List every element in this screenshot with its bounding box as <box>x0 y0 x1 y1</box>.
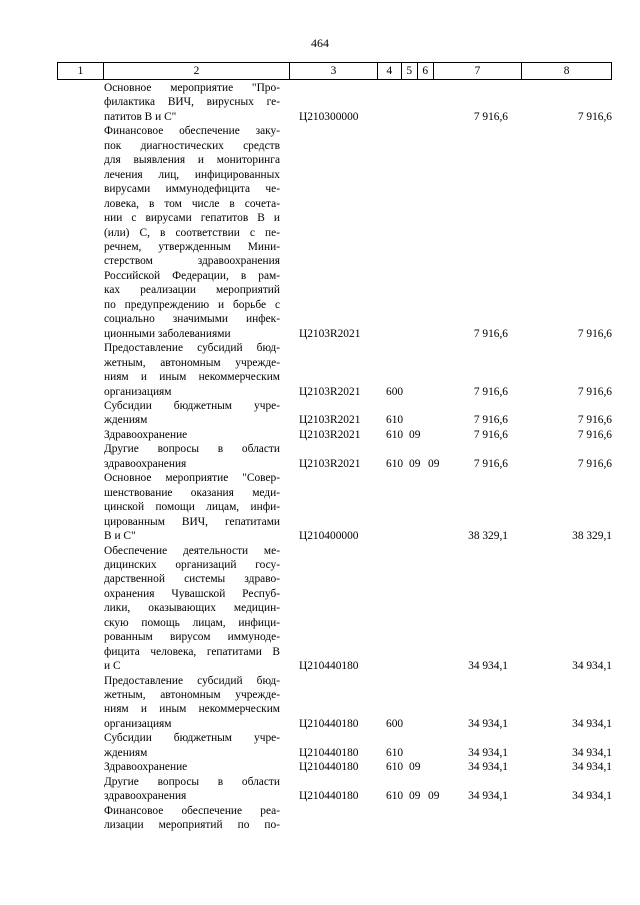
row-name <box>104 81 280 124</box>
row-code: Ц210300000 <box>299 110 359 123</box>
row-section: 09 <box>409 761 421 774</box>
header-col-5: 5 <box>402 63 418 79</box>
row-code: Ц210400000 <box>299 530 359 543</box>
row-name-line: жетным, автономным учрежде- <box>104 356 280 369</box>
row-name-line: Российской Федерации, в рам- <box>104 269 280 282</box>
table-row <box>0 760 640 774</box>
row-name <box>104 804 280 833</box>
row-code: Ц2103R2021 <box>299 457 361 470</box>
row-name-line: ниям и иным некоммерческим <box>104 371 280 384</box>
table-row <box>0 731 640 760</box>
row-name-line: для выявления и мониторинга <box>104 154 280 167</box>
table-row <box>0 442 640 471</box>
row-name-line: жетным, автономным учрежде- <box>104 689 280 702</box>
row-amount-2021: 7 916,6 <box>577 385 612 398</box>
row-subsection: 09 <box>428 457 440 470</box>
row-amount-2020: 34 934,1 <box>468 790 508 803</box>
row-expense-type: 610 <box>386 746 404 759</box>
row-code: Ц210440180 <box>299 746 359 759</box>
row-amount-2021: 34 934,1 <box>572 660 612 673</box>
row-code: Ц2103R2021 <box>299 428 361 441</box>
row-section: 09 <box>409 790 421 803</box>
row-expense-type: 610 <box>386 428 404 441</box>
row-code: Ц210440180 <box>299 660 359 673</box>
row-name-line: и С <box>104 660 121 673</box>
row-name-line: Здравоохранение <box>104 761 188 774</box>
table-body <box>0 81 640 833</box>
row-expense-type: 610 <box>386 761 404 774</box>
header-col-8: 8 <box>563 65 570 77</box>
row-name-line: ждениям <box>104 746 148 759</box>
row-amount-2020: 7 916,6 <box>473 457 508 470</box>
row-code: Ц2103R2021 <box>299 414 361 427</box>
row-name-line: Основное мероприятие "Совер- <box>104 472 280 485</box>
row-name-line: цированным ВИЧ, гепатитами <box>104 515 280 528</box>
row-name <box>104 428 280 442</box>
row-amount-2021: 7 916,6 <box>577 457 612 470</box>
table-row <box>0 804 640 833</box>
row-name-line: патитов В и С" <box>104 110 177 123</box>
row-code: Ц2103R2021 <box>299 385 361 398</box>
header-col-3: 3 <box>290 63 378 79</box>
row-amount-2020: 34 934,1 <box>468 761 508 774</box>
row-name-line: по предупреждению и борьбе с <box>104 298 280 311</box>
row-amount-2021: 7 916,6 <box>577 110 612 123</box>
table-row <box>0 775 640 804</box>
row-name-line: здравоохранения <box>104 457 187 470</box>
row-name <box>104 124 280 341</box>
row-expense-type: 610 <box>386 414 404 427</box>
table-row <box>0 399 640 428</box>
row-name-line: дицинских организаций госу- <box>104 558 280 571</box>
row-name-line: ловека, в том числе в сочета- <box>104 197 280 210</box>
row-name-line: ждениям <box>104 414 148 427</box>
row-name-line: здравоохранения <box>104 790 187 803</box>
header-col-4: 4 <box>378 63 402 79</box>
row-name-line: Субсидии бюджетным учре- <box>104 732 280 745</box>
row-name-line: лики, оказывающих медицин- <box>104 602 280 615</box>
row-code: Ц210440180 <box>299 790 359 803</box>
row-subsection: 09 <box>428 790 440 803</box>
row-amount-2020: 7 916,6 <box>473 110 508 123</box>
row-name-line: организациям <box>104 717 172 730</box>
row-expense-type: 600 <box>386 385 404 398</box>
table-row <box>0 428 640 442</box>
table-row <box>0 674 640 732</box>
row-name-line: Обеспечение деятельности ме- <box>104 544 280 557</box>
row-name-line: ках реализации мероприятий <box>104 284 280 297</box>
row-amount-2021: 34 934,1 <box>572 761 612 774</box>
row-name-line: рованным вирусом иммуноде- <box>104 631 280 644</box>
row-name-line: шенствование оказания меди- <box>104 486 280 499</box>
table-row <box>0 124 640 341</box>
row-amount-2021: 7 916,6 <box>577 327 612 340</box>
row-amount-2020: 38 329,1 <box>468 530 508 543</box>
row-name-line: стерством здравоохранения <box>104 255 280 268</box>
row-name <box>104 544 280 674</box>
table-row <box>0 471 640 543</box>
row-amount-2020: 7 916,6 <box>473 327 508 340</box>
row-amount-2020: 34 934,1 <box>468 717 508 730</box>
table-row <box>0 81 640 124</box>
header-col-7: 7 <box>434 63 523 79</box>
row-name-line: Субсидии бюджетным учре- <box>104 399 280 412</box>
row-expense-type: 610 <box>386 790 404 803</box>
row-name-line: филактика ВИЧ, вирусных ге- <box>104 96 280 109</box>
row-name-line: нии с вирусами гепатитов В и <box>104 212 280 225</box>
header-col-6: 6 <box>418 63 434 79</box>
row-name <box>104 775 280 804</box>
row-section: 09 <box>409 457 421 470</box>
row-name-line: Предоставление субсидий бюд- <box>104 674 280 687</box>
row-amount-2021: 7 916,6 <box>577 414 612 427</box>
row-amount-2020: 34 934,1 <box>468 746 508 759</box>
row-amount-2021: 34 934,1 <box>572 790 612 803</box>
row-amount-2021: 34 934,1 <box>572 717 612 730</box>
row-name-line: Финансовое обеспечение реа- <box>104 804 280 817</box>
row-name-line: скую помощь лицам, инфици- <box>104 616 280 629</box>
row-name <box>104 471 280 543</box>
row-code: Ц210440180 <box>299 717 359 730</box>
row-name-line: В и С" <box>104 530 136 543</box>
row-name <box>104 731 280 760</box>
row-name-line: Другие вопросы в области <box>104 443 280 456</box>
row-code: Ц2103R2021 <box>299 327 361 340</box>
row-amount-2021: 7 916,6 <box>577 428 612 441</box>
row-name-line: лизации мероприятий по по- <box>104 819 280 832</box>
row-name-line: пок диагностических средств <box>104 139 280 152</box>
row-name-line: цинской помощи лицам, инфи- <box>104 501 280 514</box>
row-expense-type: 600 <box>386 717 404 730</box>
row-amount-2020: 34 934,1 <box>468 660 508 673</box>
row-name-line: охранения Чувашской Респуб- <box>104 587 280 600</box>
row-name <box>104 760 280 774</box>
row-name-line: организациям <box>104 385 172 398</box>
table-header <box>57 62 612 80</box>
row-name-line: лечения лиц, инфицированных <box>104 168 280 181</box>
header-col-2: 2 <box>104 63 290 79</box>
header-col-1: 1 <box>58 63 104 79</box>
table-row <box>0 341 640 399</box>
row-name-line: Здравоохранение <box>104 428 188 441</box>
row-name-line: (или) С, в соответствии с пе- <box>104 226 280 239</box>
row-amount-2020: 7 916,6 <box>473 414 508 427</box>
row-name <box>104 399 280 428</box>
row-code: Ц210440180 <box>299 761 359 774</box>
table-row <box>0 544 640 674</box>
row-section: 09 <box>409 428 421 441</box>
row-amount-2021: 34 934,1 <box>572 746 612 759</box>
row-amount-2020: 7 916,6 <box>473 428 508 441</box>
row-name-line: Основное мероприятие "Про- <box>104 82 280 94</box>
row-name-line: вирусами иммунодефицита че- <box>104 183 280 196</box>
row-expense-type: 610 <box>386 457 404 470</box>
row-name-line: Финансовое обеспечение заку- <box>104 125 280 138</box>
row-name-line: фицита человека, гепатитами В <box>104 645 280 658</box>
row-name-line: Предоставление субсидий бюд- <box>104 342 280 355</box>
row-name-line: речнем, утвержденным Мини- <box>104 240 280 253</box>
row-name-line: дарственной системы здраво- <box>104 573 280 586</box>
page-number: 464 <box>311 36 329 50</box>
row-name-line: ционными заболеваниями <box>104 327 231 340</box>
row-name <box>104 442 280 471</box>
row-amount-2021: 38 329,1 <box>572 530 612 543</box>
row-name-line: Другие вопросы в области <box>104 775 280 788</box>
row-name <box>104 341 280 399</box>
row-amount-2020: 7 916,6 <box>473 385 508 398</box>
row-name <box>104 674 280 732</box>
row-name-line: ниям и иным некоммерческим <box>104 703 280 716</box>
row-name-line: социально значимыми инфек- <box>104 313 280 326</box>
